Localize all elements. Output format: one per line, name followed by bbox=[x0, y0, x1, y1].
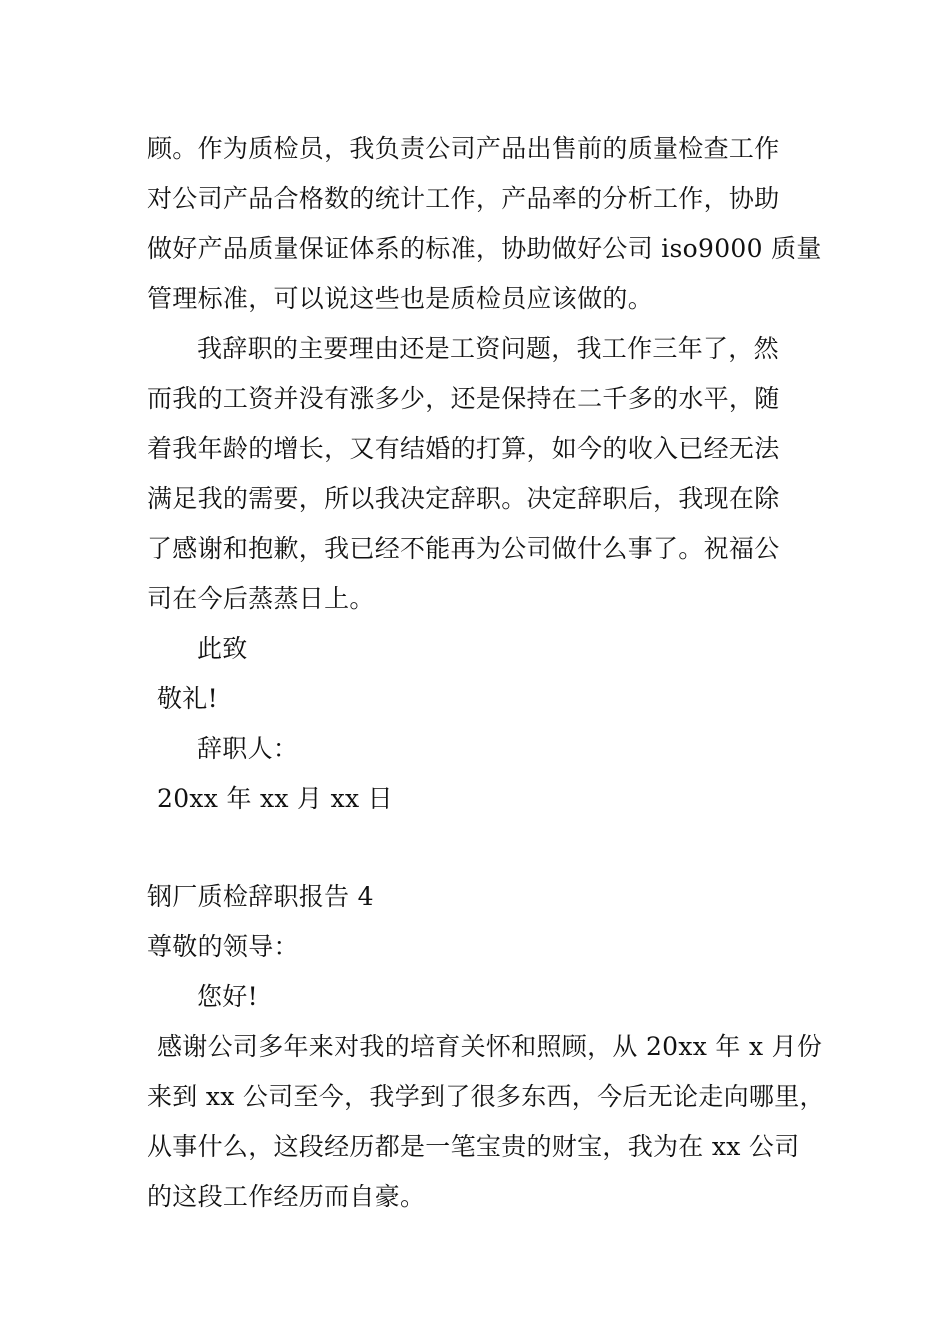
date-text: 20xx 年 xx 月 xx 日 bbox=[157, 784, 393, 813]
text-line: 管理标准，可以说这些也是质检员应该做的。 bbox=[147, 284, 654, 313]
text-line: 对公司产品合格数的统计工作，产品率的分析工作，协助 bbox=[147, 184, 780, 213]
text-line: 做好产品质量保证体系的标准，协助做好公司 iso9000 质量 bbox=[147, 234, 822, 263]
text-line: 满足我的需要，所以我决定辞职。决定辞职后，我现在除 bbox=[147, 484, 780, 513]
text-line: 了感谢和抱歉，我已经不能再为公司做什么事了。祝福公 bbox=[147, 534, 780, 563]
greeting-text: 您好! bbox=[197, 982, 258, 1011]
section-title: 钢厂质检辞职报告 4 bbox=[147, 882, 374, 911]
text-line: 我辞职的主要理由还是工资问题，我工作三年了，然 bbox=[197, 334, 779, 363]
text-line: 而我的工资并没有涨多少，还是保持在二千多的水平，随 bbox=[147, 384, 780, 413]
text-line: 来到 xx 公司至今，我学到了很多东西，今后无论走向哪里， bbox=[147, 1082, 825, 1111]
text-line: 感谢公司多年来对我的培育关怀和照顾，从 20xx 年 x 月份 bbox=[157, 1032, 823, 1061]
signature-label: 辞职人： bbox=[197, 734, 299, 763]
text-line: 从事什么，这段经历都是一笔宝贵的财宝，我为在 xx 公司 bbox=[147, 1132, 800, 1161]
text-line: 司在今后蒸蒸日上。 bbox=[147, 584, 375, 613]
text-line: 着我年龄的增长，又有结婚的打算，如今的收入已经无法 bbox=[147, 434, 780, 463]
text-line: 的这段工作经历而自豪。 bbox=[147, 1182, 426, 1211]
text-line: 顾。作为质检员，我负责公司产品出售前的质量检查工作 bbox=[147, 134, 780, 163]
salute-text: 敬礼! bbox=[157, 684, 218, 713]
closing-text: 此致 bbox=[197, 634, 248, 663]
addressee-text: 尊敬的领导： bbox=[147, 932, 299, 961]
